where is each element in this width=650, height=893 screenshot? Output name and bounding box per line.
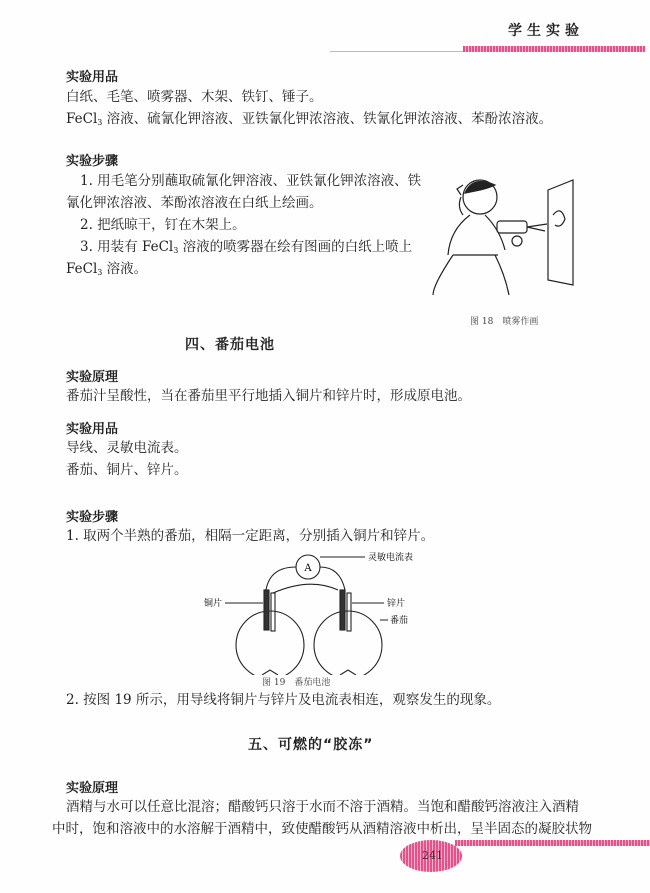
- step-text: 1. 取两个半熟的番茄，相隔一定距离，分别插入铜片和锌片。: [66, 528, 435, 544]
- materials-heading: 实验用品: [66, 422, 119, 437]
- footer-pink-bar: [455, 840, 650, 846]
- running-header: 学生实验: [508, 23, 584, 39]
- step-text: 氰化钾浓溶液、苯酚浓溶液在白纸上绘画。: [66, 195, 323, 211]
- principle-heading: 实验原理: [66, 781, 119, 796]
- header-pink-bar: [463, 46, 645, 52]
- ammeter-symbol: A: [304, 563, 312, 574]
- step-text: 2. 按图 19 所示，用导线将铜片与锌片及电流表相连，观察发生的现象。: [66, 692, 501, 708]
- materials-line: FeCl$_3$ 溶液、硫氰化钾溶液、亚铁氰化钾浓溶液、铁氰化钾浓溶液、苯酚浓溶液。: [66, 111, 553, 127]
- label-ammeter: 灵敏电流表: [368, 553, 414, 563]
- header-rule: [330, 51, 465, 52]
- step-text: 2. 把纸晾干，钉在木架上。: [80, 217, 246, 233]
- label-copper: 铜片: [204, 599, 223, 609]
- section-title: 五、可燃的“胶冻”: [248, 737, 374, 753]
- step-text: 1. 用毛笔分别蘸取硫氰化钾溶液、亚铁氰化钾浓溶液、铁: [80, 173, 422, 189]
- principle-heading: 实验原理: [66, 370, 119, 385]
- page-number: 241: [422, 849, 443, 862]
- section-title: 四、番茄电池: [185, 337, 275, 353]
- principle-text: 酒精与水可以任意比混溶；醋酸钙只溶于水而不溶于酒精。当饱和醋酸钙溶液注入酒精: [66, 799, 579, 815]
- figure-spray-painting: [425, 175, 575, 305]
- materials-line: 导线、灵敏电流表。: [66, 440, 188, 456]
- label-tomato: 番茄: [390, 616, 409, 626]
- principle-text: 中时，饱和溶液中的水溶解于酒精中，致使醋酸钙从酒精溶液中析出，呈半固态的凝胶状物: [52, 821, 592, 837]
- figure-caption: 图 19 番茄电池: [262, 678, 331, 688]
- steps-heading: 实验步骤: [66, 510, 119, 525]
- figure-tomato-battery: [180, 545, 440, 675]
- steps-heading: 实验步骤: [66, 154, 119, 169]
- step-text: FeCl$_3$ 溶液。: [66, 261, 148, 277]
- step-text: 3. 用装有 FeCl$_3$ 溶液的喷雾器在绘有图画的白纸上喷上: [80, 239, 413, 255]
- materials-line: 番茄、铜片、锌片。: [66, 462, 188, 478]
- materials-heading: 实验用品: [66, 70, 119, 85]
- label-zinc: 锌片: [387, 599, 406, 609]
- principle-text: 番茄汁呈酸性，当在番茄里平行地插入铜片和锌片时，形成原电池。: [66, 388, 471, 404]
- figure-caption: 图 18 喷雾作画: [470, 317, 539, 327]
- materials-line: 白纸、毛笔、喷雾器、木架、铁钉、锤子。: [66, 89, 323, 105]
